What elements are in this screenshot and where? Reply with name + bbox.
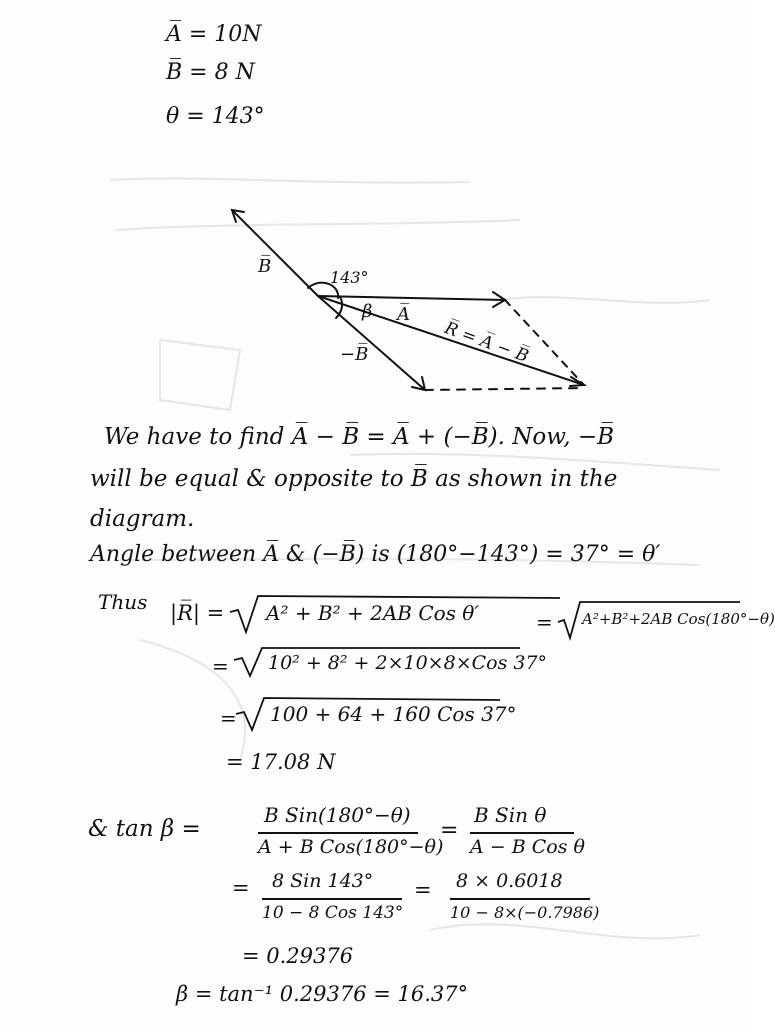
tan-denominator-3: 10 − 8 Cos 143° (262, 903, 404, 923)
given-A: A̅ = 10N (166, 22, 262, 47)
beta-result: β = tan⁻¹ 0.29376 = 16.37° (176, 982, 469, 1006)
tan-beta-lhs: & tan β = (88, 816, 201, 842)
tan-denominator-2: A − B Cos θ (470, 836, 585, 858)
angle-beta-label: β (362, 301, 373, 322)
given-theta: θ = 143° (166, 104, 265, 129)
explanation-line-4: Angle between A̅ & (−B̅) is (180°−143°) = 37° = θ′ (90, 542, 661, 567)
r-eq-1: A² + B² + 2AB Cos θ′ (266, 601, 479, 625)
r-eq-1-equals: = (536, 610, 553, 634)
label-negB: −B̅ (340, 344, 369, 365)
thus-label: Thus (98, 590, 148, 614)
label-B: B̅ (258, 256, 272, 277)
r-result: = 17.08 N (226, 750, 336, 774)
fraction-bar-2 (470, 832, 574, 834)
r-eq-3-equals: = (220, 706, 237, 730)
tan-denominator-4: 10 − 8×(−0.7986) (450, 903, 600, 922)
angle-143-label: 143° (330, 268, 369, 287)
tan-numerator-4: 8 × 0.6018 (456, 870, 563, 892)
explanation-line-2: will be equal & opposite to B̅ as shown in the (90, 466, 618, 492)
tan-equals-2: = (414, 878, 432, 902)
tan-numerator-1: B Sin(180°−θ) (264, 803, 411, 827)
fraction-bar-3 (262, 898, 402, 900)
tan-numerator-3: 8 Sin 143° (272, 870, 374, 892)
label-A: A̅ (397, 304, 410, 325)
r-eq-2-equals: = (212, 654, 229, 678)
tan-numerator-2: B Sin θ (474, 803, 547, 827)
explanation-line-3: diagram. (90, 506, 195, 532)
tan-step-equals: = (232, 876, 250, 900)
r-eq-1-alt: A²+B²+2AB Cos(180°−θ) (582, 610, 775, 628)
fraction-bar-4 (450, 898, 590, 900)
tan-equals-1: = (440, 818, 459, 843)
tan-denominator-1: A + B Cos(180°−θ) (258, 836, 444, 858)
r-eq-2: 10² + 8² + 2×10×8×Cos 37° (268, 652, 548, 674)
r-eq-3: 100 + 64 + 160 Cos 37° (270, 702, 517, 726)
given-B: B̅ = 8 N (166, 60, 255, 85)
fraction-bar-1 (258, 832, 418, 834)
label-R: R̅ = A̅ − B̅ (441, 318, 532, 367)
explanation-line-1: We have to find A̅ − B̅ = A̅ + (−B̅). Now, −B̅ (104, 424, 614, 450)
r-magnitude-lhs: |R̅| = (170, 601, 225, 625)
tan-value: = 0.29376 (242, 944, 354, 968)
